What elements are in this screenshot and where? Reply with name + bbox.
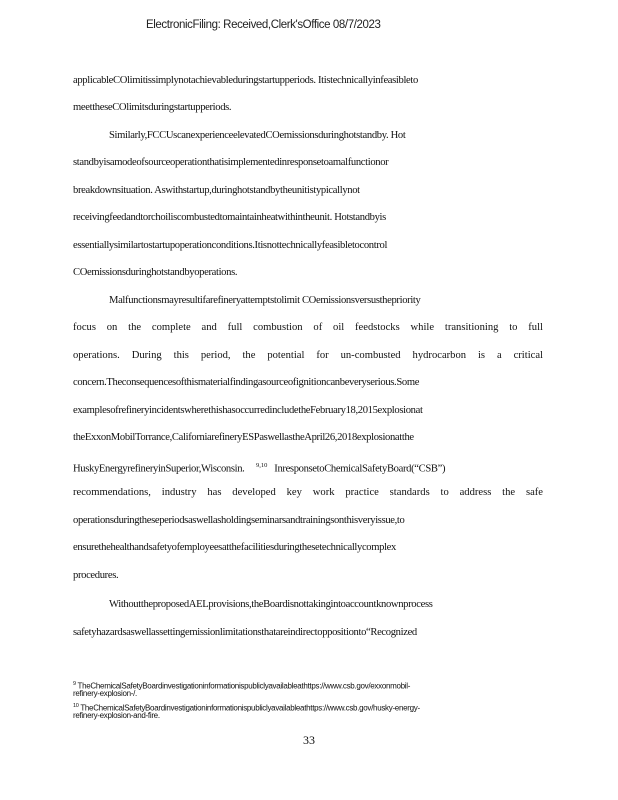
footnote-10-cont: refinery-explosion-and-fire. (73, 711, 160, 720)
body-line: Similarly,FCCUscanexperienceelevatedCOemissionsduringhotstandby. Hot (109, 130, 406, 141)
body-line: applicableCOlimitissimplynotachievableduringstartupperiods. Itistechnicallyinfeasibleto (73, 75, 418, 86)
body-line: recommendations, industry has developed key work practice standards to address the safe (73, 487, 543, 498)
footnote-text: TheChemicalSafetyBoardinvestigationinformationispubliclyavailableathttps://www.csb.gov/exxonmobil- (77, 681, 411, 691)
body-line: breakdownsituation. Aswithstartup,duringhotstandbytheunitistypicallynot (73, 185, 360, 196)
body-line: Malfunctionsmayresultifarefineryattemptstolimit COemissionsversusthepriority (109, 295, 421, 306)
body-line: theExxonMobilTorrance,CaliforniarefineryESPaswellastheApril26,2018explosionatthe (73, 432, 414, 443)
body-line: concern.Theconsequencesofthismaterialfindingasourceofignitioncanbeveryserious.Some (73, 377, 420, 388)
body-line: essentiallysimilartostartupoperationconditions.Itisnottechnicallyfeasibletocontrol (73, 240, 388, 251)
body-line: procedures. (73, 570, 119, 581)
page-number: 33 (303, 733, 315, 747)
body-text: InresponsetoChemicalSafetyBoard(“CSB”) (274, 463, 446, 475)
body-text: HuskyEnergyrefineryinSuperior,Wisconsin. (73, 463, 245, 475)
filing-header: ElectronicFiling: Received,Clerk'sOffice 08/7/2023 (146, 19, 381, 31)
body-line: standbyisamodeofsourceoperationthatisimplementedinresponsetoamalfunctionor (73, 157, 389, 168)
footnote-9-cont: refinery-explosion-/. (73, 689, 137, 698)
footnote-number: 9 (73, 681, 76, 687)
body-line: safetyhazardsaswellassettingemissionlimitationsthatareindirectoppositionto“Recognized (73, 627, 417, 638)
body-line: focus on the complete and full combustion of oil feedstocks while transitioning to full (73, 322, 543, 333)
body-line: meettheseCOlimitsduringstartupperiods. (73, 102, 232, 113)
body-line: COemissionsduringhotstandbyoperations. (73, 267, 238, 278)
footnote-number: 10 (73, 703, 79, 709)
body-line: ensurethehealthandsafetyofemployeesatthefacilitiesduringthesetechnicallycomplex (73, 542, 396, 553)
body-line: operationsduringtheseperiodsaswellasholdingseminarsandtrainingsonthisveryissue,to (73, 515, 405, 526)
body-line (73, 459, 445, 477)
footnote-text: TheChemicalSafetyBoardinvestigationinformationispubliclyavailableathttps://www.csb.gov/husky-energy- (80, 703, 420, 713)
body-line: receivingfeedandtorchoiliscombustedtomaintainheatwithintheunit. Hotstandbyis (73, 212, 386, 223)
body-line: WithouttheproposedAELprovisions,theBoardisnottakingintoaccountknownprocess (109, 599, 433, 610)
body-line: operations. During this period, the potential for un-combusted hydrocarbon is a critical (73, 350, 543, 361)
footnote-reference: 9,10 (255, 462, 268, 469)
body-line: examplesofrefineryincidentswherethishasoccurredincludetheFebruary18,2015explosionat (73, 405, 423, 416)
